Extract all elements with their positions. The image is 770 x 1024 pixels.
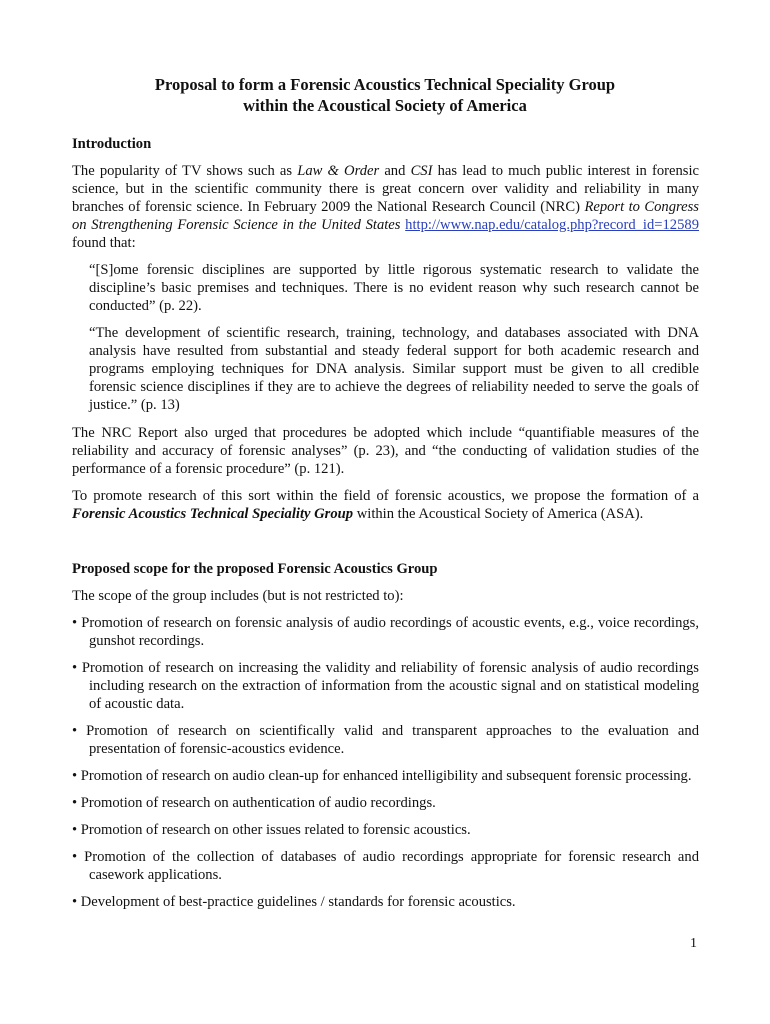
intro-paragraph-2: The NRC Report also urged that procedures be adopted which include “quantifiable measures of the reliability and accuracy of forensic analyses” (p. 23), and “the conducting of validation studies of the performance of a forensic procedure” (p. 121). [72,425,699,477]
report-title: Report to Congress on Strengthening Forensic Science in the United States [72,199,699,233]
scope-lead: The scope of the group includes (but is not restricted to): [72,588,404,604]
introduction-heading: Introduction [72,136,152,152]
quote-2: “The development of scientific research, training, technology, and databases associated with DNA analysis have resulted from substantial and steady federal support for both academic research and programs employing techniques for DNA analysis. Similar support must be given to all credible forensic science disciplines if they are to achieve the degrees of reliability needed to serve the goals of justice.” (p. 13) [89,325,699,413]
scope-item: • Promotion of research on other issues related to forensic acoustics. [72,822,471,838]
scope-item: • Promotion of the collection of databases of audio recordings appropriate for forensic research and casework applications. [72,849,699,883]
scope-item: • Promotion of research on increasing the validity and reliability of forensic analysis of audio recordings including research on the extraction of information from the acoustic signal and on statistical modeling of acoustic data. [72,660,699,712]
scope-item: • Development of best-practice guidelines / standards for forensic acoustics. [72,894,516,910]
scope-item: • Promotion of research on audio clean-up for enhanced intelligibility and subsequent forensic processing. [72,768,692,784]
title-line-1: Proposal to form a Forensic Acoustics Technical Speciality Group [154,75,616,94]
page-number: 1 [690,936,697,951]
show-title-csi: CSI [410,163,433,179]
scope-item: • Promotion of research on authentication of audio recordings. [72,795,436,811]
show-title-law-order: Law & Order [297,163,380,179]
scope-item: • Promotion of research on scientifically valid and transparent approaches to the evaluation and presentation of forensic-acoustics evidence. [72,723,699,757]
nap-report-link[interactable]: http://www.nap.edu/catalog.php?record_id=12589 [405,217,699,233]
scope-item: • Promotion of research on forensic analysis of audio recordings of acoustic events, e.g., voice recordings, gunshot recordings. [72,615,699,649]
intro-paragraph-1: The popularity of TV shows such as Law & Order and CSI has lead to much public interest in forensic science, but in the scientific community there is great concern over validity and reliability in many branches of forensic science. In February 2009 the National Research Council (NRC) Report to Congress on Strengthening Forensic Science in the United States http://www.nap.edu/catalog.php?record_id=12589 found that: [72,163,699,251]
scope-heading: Proposed scope for the proposed Forensic Acoustics Group [72,561,438,577]
quote-1: “[S]ome forensic disciplines are supported by little rigorous systematic research to validate the discipline’s basic premises and techniques. There is no evident reason why such research cannot be conducted” (p. 22). [89,262,699,314]
intro-paragraph-3: To promote research of this sort within the field of forensic acoustics, we propose the formation of a Forensic Acoustics Technical Speciality Group within the Acoustical Society of America (ASA). [72,488,699,522]
group-name: Forensic Acoustics Technical Speciality Group [72,506,354,522]
document-title [40,74,730,116]
title-line-2: within the Acoustical Society of America [243,96,527,115]
